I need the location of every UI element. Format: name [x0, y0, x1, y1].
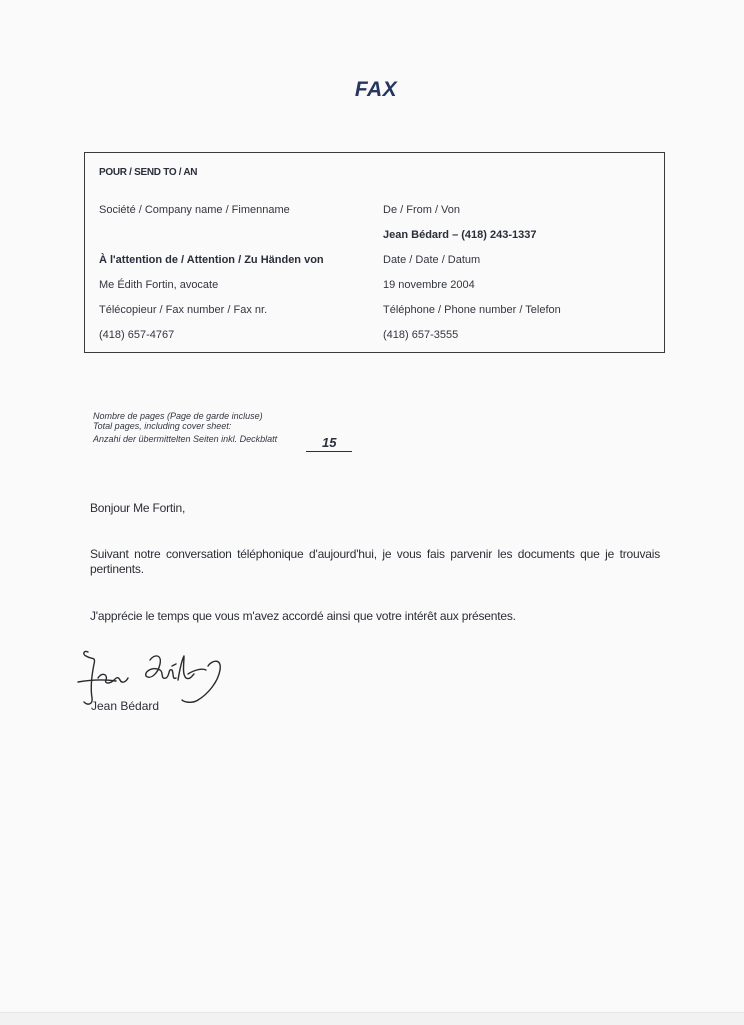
page-count-label-fr: Nombre de pages (Page de garde incluse) — [93, 411, 263, 421]
page-count-block — [93, 411, 277, 444]
page-count-value: 15 — [322, 435, 337, 450]
recipient-name: Me Édith Fortin, avocate — [99, 279, 219, 291]
company-label: Société / Company name / Fimenname — [99, 204, 290, 216]
document-title: FAX — [354, 78, 398, 101]
send-to-label: POUR / SEND TO / AN — [99, 167, 198, 178]
page-count-label-de: Anzahi der übermittelten Seiten inkl. Deckblatt — [93, 434, 278, 444]
sender-name: Jean Bédard – (418) 243-1337 — [383, 229, 537, 241]
fax-number-label: Télécopieur / Fax number / Fax nr. — [99, 304, 268, 316]
phone-number-value: (418) 657-3555 — [383, 329, 459, 341]
scan-page-edge — [0, 1012, 744, 1025]
recipient-sender-box — [84, 152, 665, 353]
phone-number-label: Téléphone / Phone number / Telefon — [383, 304, 561, 316]
date-label: Date / Date / Datum — [383, 254, 481, 266]
fax-number-value: (418) 657-4767 — [99, 329, 175, 341]
attention-label: À l'attention de / Attention / Zu Händen von — [99, 254, 324, 266]
date-value: 19 novembre 2004 — [383, 279, 475, 291]
signer-name: Jean Bédard — [91, 699, 160, 713]
from-label: De / From / Von — [383, 204, 461, 216]
letter-paragraph-2: J'apprécie le temps que vous m'avez accordé ainsi que votre intérêt aux présentes. — [90, 609, 516, 623]
page-count-underline — [306, 451, 352, 452]
page-count-label-en: Total pages, including cover sheet: — [93, 421, 232, 431]
letter-paragraph-1: Suivant notre conversation téléphonique d'aujourd'hui, je vous fais parvenir les documents que je trouvais pertinents. — [90, 547, 660, 576]
greeting: Bonjour Me Fortin, — [90, 501, 186, 515]
